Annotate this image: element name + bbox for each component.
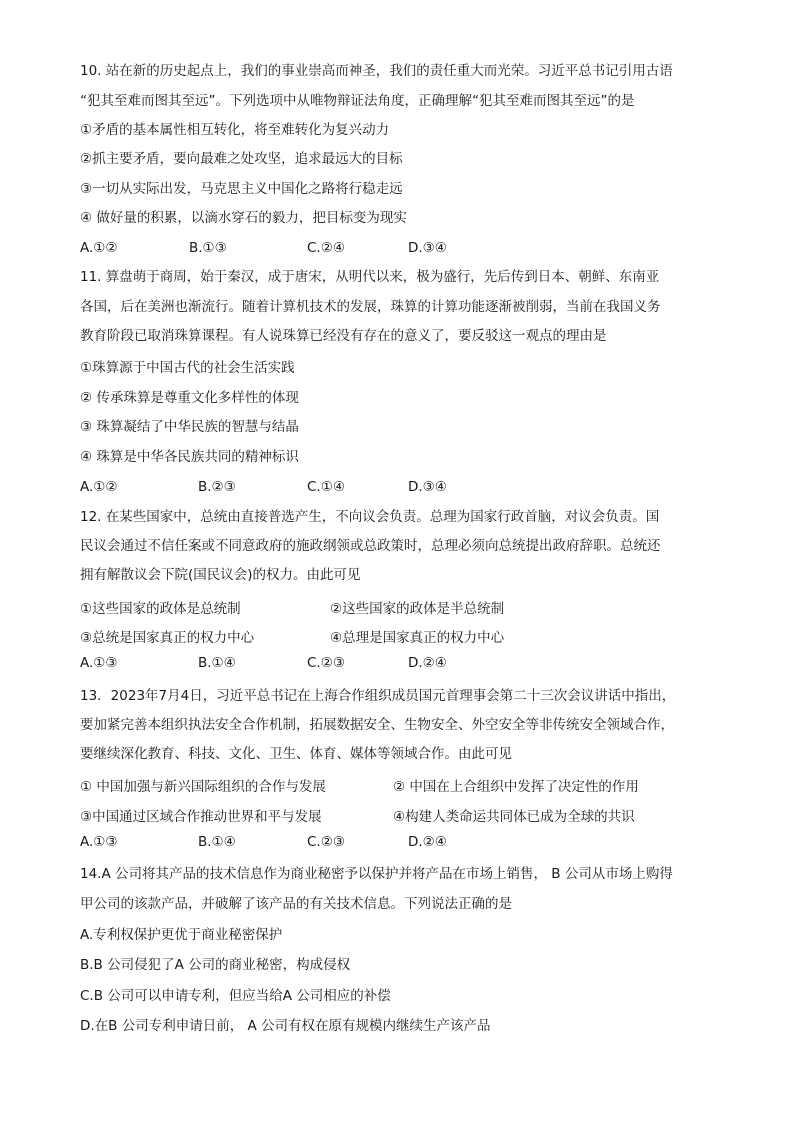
q12-option-c: C.②③ — [307, 655, 345, 671]
q10-option-b: B.①③ — [189, 240, 227, 256]
q11-stem-line-3: 教育阶段已取消珠算课程。有人说珠算已经没有存在的意义了，要反驳这一观点的理由是 — [80, 328, 607, 344]
q12-stem-line-3: 拥有解散议会下院(国民议会)的权力。由此可见 — [80, 567, 361, 583]
q11-option-c: C.①④ — [307, 479, 345, 495]
q10-item-1: ①矛盾的基本属性相互转化，将至难转化为复兴动力 — [80, 122, 390, 138]
q11-stem-line-2: 各国，后在美洲也渐流行。随着计算机技术的发展，珠算的计算功能逐渐被削弱，当前在我国义务 — [80, 299, 661, 315]
q14-choice-a: A.专利权保护更优于商业秘密保护 — [80, 927, 283, 943]
q13-item-4: ④构建人类命运共同体已成为全球的共识 — [393, 809, 635, 825]
q10-option-d: D.③④ — [408, 240, 447, 256]
q10-stem-line-1: 10. 站在新的历史起点上，我们的事业崇高而神圣，我们的责任重大而光荣。习近平总书记引用古语 — [80, 63, 673, 79]
q10-item-3: ③一切从实际出发，马克思主义中国化之路将行稳走远 — [80, 181, 403, 197]
q14-choice-d: D.在B 公司专利申请日前， A 公司有权在原有规模内继续生产该产品 — [80, 1018, 491, 1034]
q12-stem-line-2: 民议会通过不信任案或不同意政府的施政纲领或总政策时，总理必须向总统提出政府辞职。总统还 — [80, 538, 661, 554]
q11-stem-line-1: 11. 算盘萌于商周，始于秦汉，成于唐宋，从明代以来，极为盛行，先后传到日本、朝鲜、东南亚 — [80, 269, 660, 285]
q14-choice-b: B.B 公司侵犯了A 公司的商业秘密，构成侵权 — [80, 957, 351, 973]
q12-option-d: D.②④ — [408, 655, 447, 671]
q12-option-a: A.①③ — [80, 655, 118, 671]
q13-option-a: A.①③ — [80, 834, 118, 850]
q13-item-2: ② 中国在上合组织中发挥了决定性的作用 — [393, 779, 639, 795]
q12-item-2: ②这些国家的政体是半总统制 — [330, 601, 505, 617]
q12-item-4: ④总理是国家真正的权力中心 — [330, 630, 505, 646]
q12-option-b: B.①④ — [198, 655, 236, 671]
q14-stem-line-1: 14.A 公司将其产品的技术信息作为商业秘密予以保护并将产品在市场上销售， B 公司从市场上购得 — [80, 866, 673, 882]
q12-stem-line-1: 12. 在某些国家中，总统由直接普选产生，不向议会负责。总理为国家行政首脑，对议会负责。国 — [80, 509, 660, 525]
q12-item-1: ①这些国家的政体是总统制 — [80, 601, 241, 617]
q10-option-a: A.①② — [80, 240, 118, 256]
q11-item-1: ①珠算源于中国古代的社会生活实践 — [80, 360, 295, 376]
q11-item-3: ③ 珠算凝结了中华民族的智慧与结晶 — [80, 419, 299, 435]
q13-stem-line-3: 要继续深化教育、科技、文化、卫生、体育、媒体等领域合作。由此可见 — [80, 746, 512, 762]
q11-option-a: A.①② — [80, 479, 118, 495]
q11-item-2: ② 传承珠算是尊重文化多样性的体现 — [80, 390, 299, 406]
q11-option-d: D.③④ — [408, 479, 447, 495]
q13-option-c: C.②③ — [307, 834, 345, 850]
q13-item-1: ① 中国加强与新兴国际组织的合作与发展 — [80, 779, 326, 795]
q12-item-3: ③总统是国家真正的权力中心 — [80, 630, 255, 646]
q13-item-3: ③中国通过区域合作推动世界和平与发展 — [80, 809, 322, 825]
q14-stem-line-2: 甲公司的该款产品，并破解了该产品的有关技术信息。下列说法正确的是 — [80, 896, 512, 912]
q13-stem-line-1: 13．2023年7月4日，习近平总书记在上海合作组织成员国元首理事会第二十三次会议讲话中指出， — [80, 688, 676, 704]
q11-option-b: B.②③ — [198, 479, 236, 495]
q13-option-b: B.①④ — [198, 834, 236, 850]
q13-option-d: D.②④ — [408, 834, 447, 850]
q10-item-2: ②抓主要矛盾，要向最难之处攻坚，追求最远大的目标 — [80, 151, 403, 167]
q11-item-4: ④ 珠算是中华各民族共同的精神标识 — [80, 449, 299, 465]
q13-stem-line-2: 要加紧完善本组织执法安全合作机制，拓展数据安全、生物安全、外空安全等非传统安全领域合作， — [80, 717, 674, 733]
q14-choice-c: C.B 公司可以申请专利，但应当给A 公司相应的补偿 — [80, 988, 391, 1004]
q10-item-4: ④ 做好量的积累，以滴水穿石的毅力，把目标变为现实 — [80, 210, 407, 226]
q10-stem-line-2: “犯其至难而图其至远”。下列选项中从唯物辩证法角度，正确理解“犯其至难而图其至远”的是 — [80, 93, 635, 109]
q10-option-c: C.②④ — [307, 240, 345, 256]
